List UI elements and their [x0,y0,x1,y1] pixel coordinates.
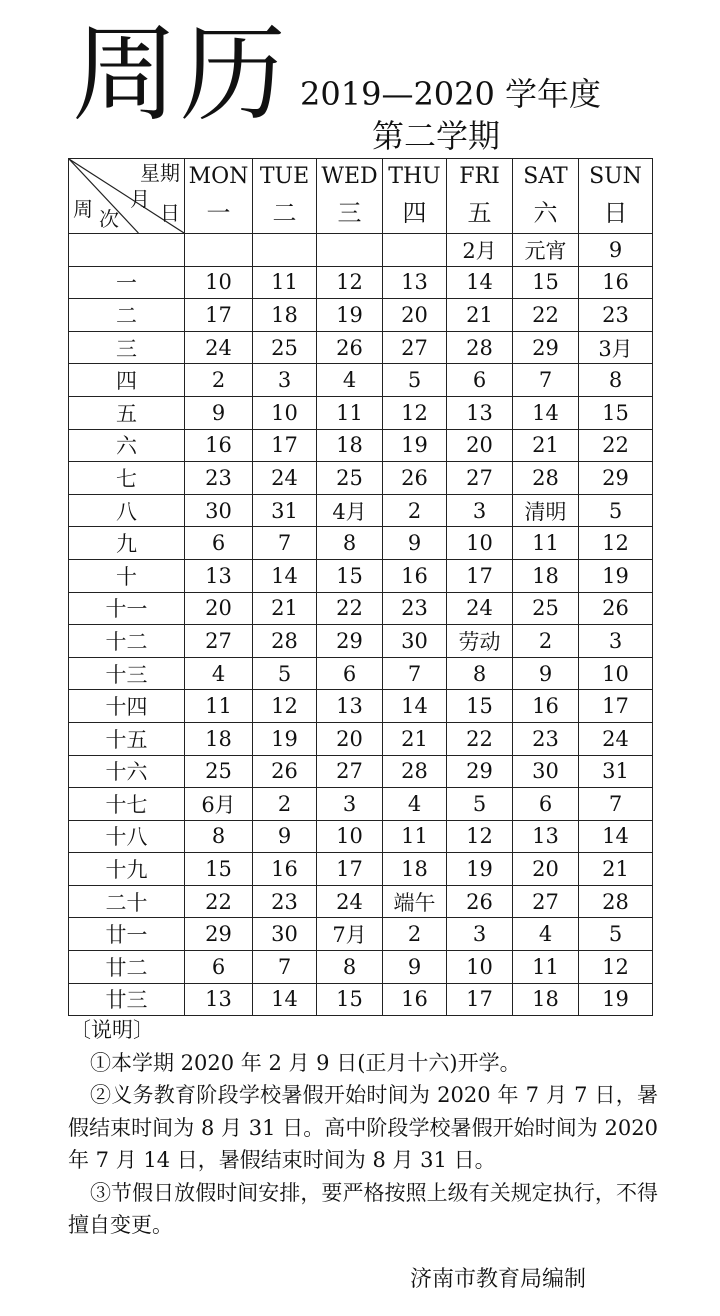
date-cell: 26 [317,331,383,364]
date-cell: 10 [579,657,653,690]
week-number: 六 [69,429,185,462]
date-cell: 24 [317,885,383,918]
week-number: 十六 [69,755,185,788]
corner-zhou: 周 [73,197,93,221]
corner-ri: 日 [160,201,180,225]
date-cell: 20 [513,853,579,886]
date-cell: 13 [185,559,253,592]
date-cell: 18 [317,429,383,462]
week-number: 十二 [69,625,185,658]
date-cell: 10 [447,527,513,560]
date-cell: 16 [579,266,653,299]
date-cell: 26 [253,755,317,788]
date-cell [253,234,317,267]
date-cell: 17 [579,690,653,723]
date-cell: 15 [579,396,653,429]
date-cell: 8 [317,527,383,560]
day-en-label: WED [321,164,378,190]
date-cell: 22 [447,722,513,755]
date-cell: 11 [513,527,579,560]
date-cell: 20 [317,722,383,755]
day-en-label: FRI [459,164,500,190]
date-cell: 23 [253,885,317,918]
date-cell: 19 [579,559,653,592]
week-number: 十一 [69,592,185,625]
day-cn-label: 五 [467,199,492,228]
date-cell: 17 [447,559,513,592]
header-row [69,159,653,234]
date-cell: 8 [185,820,253,853]
date-cell: 10 [447,951,513,984]
date-cell: 20 [383,299,447,332]
date-cell: 9 [185,396,253,429]
date-cell: 14 [253,559,317,592]
day-cn-label: 四 [402,199,427,228]
date-cell: 6 [185,951,253,984]
day-cn-label: 日 [603,199,628,228]
date-cell: 27 [513,885,579,918]
date-cell: 12 [447,820,513,853]
date-cell: 22 [579,429,653,462]
date-cell: 端午 [383,885,447,918]
date-cell: 16 [513,690,579,723]
date-cell: 6 [513,788,579,821]
date-cell: 16 [383,559,447,592]
week-row [69,299,653,332]
date-cell: 6 [317,657,383,690]
date-cell: 5 [253,657,317,690]
week-number: 十五 [69,722,185,755]
date-cell: 29 [317,625,383,658]
date-cell: 17 [317,853,383,886]
week-row [69,559,653,592]
date-cell: 12 [579,527,653,560]
date-cell: 14 [447,266,513,299]
note-item-2: ②义务教育阶段学校暑假开始时间为 2020 年 7 月 7 日，暑假结束时间为 8 月 31 日。高中阶段学校暑假开始时间为 2020 年 7 月 14 日，暑假结束时间为 8 月 31 日。 [68,1083,658,1173]
week-number: 廿一 [69,918,185,951]
week-number: 十 [69,559,185,592]
date-cell: 21 [513,429,579,462]
week-row [69,983,653,1016]
date-cell: 劳动 [447,625,513,658]
date-cell: 14 [383,690,447,723]
date-cell: 11 [253,266,317,299]
week-row [69,853,653,886]
date-cell: 3 [447,494,513,527]
date-cell: 21 [383,722,447,755]
day-en-label: THU [388,164,441,190]
day-cn-label: 一 [206,199,231,228]
date-cell: 23 [383,592,447,625]
date-cell: 12 [383,396,447,429]
week-row [69,625,653,658]
date-cell: 4 [513,918,579,951]
week-number: 七 [69,462,185,495]
week-number: 二 [69,299,185,332]
date-cell: 7月 [317,918,383,951]
week-number: 十九 [69,853,185,886]
date-cell: 13 [447,396,513,429]
date-cell: 5 [447,788,513,821]
date-cell: 29 [185,918,253,951]
date-cell: 16 [253,853,317,886]
date-cell: 18 [185,722,253,755]
day-header-mon [185,159,253,234]
date-cell: 9 [383,951,447,984]
week-row [69,234,653,267]
date-cell: 31 [253,494,317,527]
week-row [69,266,653,299]
date-cell: 7 [253,527,317,560]
date-cell: 3月 [579,331,653,364]
day-header-sat [513,159,579,234]
week-number [69,234,185,267]
date-cell: 6月 [185,788,253,821]
date-cell: 26 [447,885,513,918]
date-cell: 10 [317,820,383,853]
date-cell: 18 [383,853,447,886]
date-cell: 2 [513,625,579,658]
date-cell: 7 [253,951,317,984]
date-cell: 12 [317,266,383,299]
date-cell: 13 [185,983,253,1016]
notes-section [68,1014,658,1242]
corner-header-cell [69,159,185,234]
week-number: 八 [69,494,185,527]
date-cell: 6 [447,364,513,397]
date-cell: 15 [513,266,579,299]
week-row [69,527,653,560]
date-cell: 21 [253,592,317,625]
date-cell: 18 [253,299,317,332]
school-year: 2019—2020 学年度 [300,75,602,113]
day-cn-label: 三 [337,199,362,228]
corner-ci: 次 [99,207,119,231]
date-cell: 22 [513,299,579,332]
date-cell: 22 [317,592,383,625]
week-number: 十三 [69,657,185,690]
date-cell: 28 [579,885,653,918]
date-cell: 12 [579,951,653,984]
day-en-label: TUE [259,164,310,190]
date-cell: 16 [185,429,253,462]
date-cell [185,234,253,267]
date-cell: 7 [513,364,579,397]
date-cell: 19 [447,853,513,886]
date-cell: 19 [253,722,317,755]
date-cell: 元宵 [513,234,579,267]
date-cell: 9 [253,820,317,853]
week-number: 十八 [69,820,185,853]
date-cell: 23 [513,722,579,755]
date-cell: 19 [579,983,653,1016]
notes-heading: 〔说明〕 [70,1018,154,1042]
day-en-label: SUN [589,164,642,190]
date-cell: 24 [253,462,317,495]
week-row [69,494,653,527]
date-cell: 11 [513,951,579,984]
date-cell: 17 [185,299,253,332]
date-cell: 20 [447,429,513,462]
date-cell: 14 [513,396,579,429]
date-cell: 29 [513,331,579,364]
date-cell: 2 [185,364,253,397]
page-title: 周历 [72,13,288,136]
week-number: 三 [69,331,185,364]
date-cell: 4月 [317,494,383,527]
week-number: 一 [69,266,185,299]
date-cell: 29 [579,462,653,495]
date-cell: 31 [579,755,653,788]
day-cn-label: 六 [533,199,558,228]
week-row [69,820,653,853]
date-cell: 5 [579,494,653,527]
date-cell: 4 [383,788,447,821]
date-cell: 24 [185,331,253,364]
date-cell: 3 [253,364,317,397]
note-item-1: ①本学期 2020 年 2 月 9 日(正月十六)开学。 [90,1050,521,1075]
date-cell: 2 [383,918,447,951]
date-cell: 4 [317,364,383,397]
corner-xingqi: 星期 [140,161,180,185]
date-cell: 2 [383,494,447,527]
date-cell: 22 [185,885,253,918]
date-cell: 15 [317,559,383,592]
date-cell: 9 [513,657,579,690]
date-cell: 23 [185,462,253,495]
date-cell: 2月 [447,234,513,267]
date-cell: 9 [383,527,447,560]
week-row [69,657,653,690]
date-cell: 21 [579,853,653,886]
day-header-sun [579,159,653,234]
date-cell: 28 [253,625,317,658]
week-row [69,364,653,397]
date-cell: 26 [383,462,447,495]
term-label: 第二学期 [372,117,501,155]
date-cell: 27 [185,625,253,658]
date-cell: 11 [317,396,383,429]
weekly-calendar-table [68,158,653,1016]
date-cell: 19 [383,429,447,462]
day-header-fri [447,159,513,234]
day-header-thu [383,159,447,234]
date-cell: 15 [447,690,513,723]
date-cell: 3 [317,788,383,821]
date-cell: 3 [447,918,513,951]
week-row [69,429,653,462]
day-cn-label: 二 [272,199,297,228]
date-cell: 24 [579,722,653,755]
date-cell: 11 [383,820,447,853]
date-cell: 13 [317,690,383,723]
week-row [69,755,653,788]
date-cell: 15 [185,853,253,886]
date-cell: 13 [383,266,447,299]
week-row [69,918,653,951]
date-cell: 5 [579,918,653,951]
date-cell: 18 [513,983,579,1016]
week-number: 廿二 [69,951,185,984]
date-cell: 12 [253,690,317,723]
date-cell: 23 [579,299,653,332]
date-cell: 17 [447,983,513,1016]
date-cell: 14 [253,983,317,1016]
date-cell [383,234,447,267]
week-number: 五 [69,396,185,429]
day-en-label: SAT [523,164,568,190]
date-cell: 17 [253,429,317,462]
date-cell: 7 [383,657,447,690]
week-number: 十七 [69,788,185,821]
date-cell: 10 [253,396,317,429]
date-cell: 28 [513,462,579,495]
date-cell: 2 [253,788,317,821]
date-cell: 27 [447,462,513,495]
date-cell: 18 [513,559,579,592]
date-cell: 27 [317,755,383,788]
date-cell: 14 [579,820,653,853]
note-item-3: ③节假日放假时间安排，要严格按照上级有关规定执行，不得擅自变更。 [68,1180,658,1238]
date-cell: 30 [513,755,579,788]
date-cell: 6 [185,527,253,560]
date-cell: 16 [383,983,447,1016]
date-cell: 19 [317,299,383,332]
publisher-footer: 济南市教育局编制 [410,1267,587,1292]
date-cell: 9 [579,234,653,267]
date-cell: 25 [185,755,253,788]
date-cell: 25 [513,592,579,625]
date-cell: 4 [185,657,253,690]
week-number: 廿三 [69,983,185,1016]
date-cell: 10 [185,266,253,299]
date-cell: 5 [383,364,447,397]
date-cell: 25 [317,462,383,495]
date-cell: 28 [383,755,447,788]
date-cell: 15 [317,983,383,1016]
date-cell: 20 [185,592,253,625]
date-cell: 25 [253,331,317,364]
week-number: 九 [69,527,185,560]
week-row [69,396,653,429]
week-row [69,722,653,755]
week-row [69,462,653,495]
date-cell: 29 [447,755,513,788]
date-cell: 30 [185,494,253,527]
week-row [69,951,653,984]
date-cell: 13 [513,820,579,853]
date-cell: 30 [383,625,447,658]
date-cell: 21 [447,299,513,332]
day-en-label: MON [188,164,249,190]
week-number: 十四 [69,690,185,723]
week-row [69,592,653,625]
week-row [69,885,653,918]
week-row [69,690,653,723]
calendar-body [69,234,653,1016]
week-row [69,331,653,364]
date-cell: 28 [447,331,513,364]
date-cell: 清明 [513,494,579,527]
date-cell: 26 [579,592,653,625]
day-header-tue [253,159,317,234]
date-cell: 30 [253,918,317,951]
week-number: 四 [69,364,185,397]
date-cell: 27 [383,331,447,364]
day-header-wed [317,159,383,234]
date-cell: 8 [447,657,513,690]
date-cell [317,234,383,267]
week-row [69,788,653,821]
corner-yue: 月 [130,187,150,211]
date-cell: 11 [185,690,253,723]
date-cell: 8 [579,364,653,397]
date-cell: 7 [579,788,653,821]
date-cell: 24 [447,592,513,625]
week-number: 二十 [69,885,185,918]
date-cell: 8 [317,951,383,984]
date-cell: 3 [579,625,653,658]
